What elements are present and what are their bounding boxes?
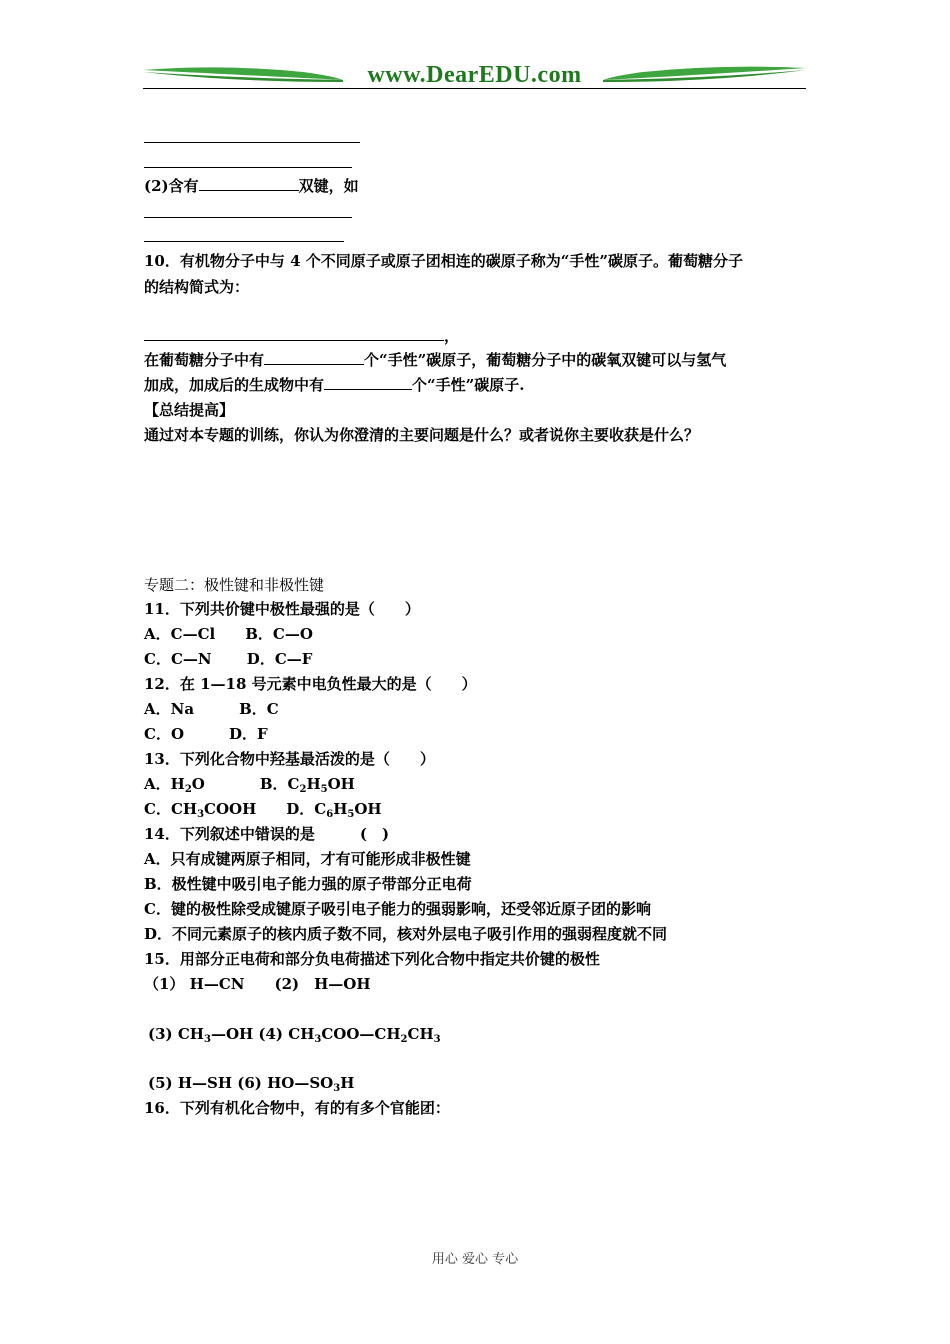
q10-structure-blank	[144, 326, 459, 346]
q13-options-ab	[144, 774, 355, 794]
q10-line4	[144, 350, 726, 370]
q15-4sub1: 3	[314, 1034, 322, 1045]
q13-stem: 13．下列化合物中羟基最活泼的是（ ）	[144, 750, 435, 768]
q15-3b: —OH (4) CH	[210, 1025, 315, 1043]
q10-line5-a: 加成，加成后的生成物中有	[144, 376, 325, 394]
q13-c-end: COOH	[204, 800, 257, 818]
answer-line	[144, 227, 344, 247]
topic2-title: 专题二：极性键和非极性键	[144, 576, 325, 594]
q15-stem: 15．用部分正电荷和部分负电荷描述下列化合物中指定共价键的极性	[144, 950, 600, 968]
q13-a-sub: 2	[184, 784, 192, 795]
q13-d-text: D．C	[286, 800, 327, 818]
q13-option-d	[286, 800, 381, 818]
q12-stem: 12．在 1—18 号元素中电负性最大的是（ ）	[144, 675, 477, 693]
summary-title: 【总结提高】	[144, 401, 235, 419]
q10-line4-a: 在葡萄糖分子中有	[144, 351, 265, 369]
q13-a-end: O	[191, 775, 205, 793]
q13-b-sub2: 5	[320, 784, 328, 795]
q12-options-ab: A．Na B．C	[144, 700, 279, 718]
q14-option-d: D．不同元素原子的核内质子数不同，核对外层电子吸引作用的强弱程度就不同	[144, 925, 668, 943]
q15-items-5-6	[148, 1073, 354, 1093]
q11-options-cd: C．C—N D．C—F	[144, 650, 313, 668]
q13-b-end: OH	[327, 775, 355, 793]
q13-d-sub1: 6	[326, 809, 334, 820]
q13-b-text: B．C	[259, 775, 300, 793]
q10-comma: ，	[444, 327, 460, 345]
q10-line5-b: 个“手性”碳原子.	[412, 376, 525, 394]
site-header	[143, 60, 806, 92]
answer-line	[144, 203, 352, 223]
q15-3sub: 3	[203, 1034, 211, 1045]
q14-stem: 14．下列叙述中错误的是 ( )	[144, 825, 390, 843]
q15-4c: CH	[407, 1025, 434, 1043]
q13-d-sub2: 5	[347, 809, 355, 820]
summary-question: 通过对本专题的训练，你认为你澄清的主要问题是什么？或者说你主要收获是什么？	[144, 426, 700, 444]
header-divider	[143, 88, 806, 89]
q15-6b: H	[340, 1074, 355, 1092]
q13-options-cd	[144, 799, 382, 819]
q10-line4-b: 个“手性”碳原子，葡萄糖分子中的碳氧双键可以与氢气	[364, 351, 727, 369]
q13-b-mid: H	[306, 775, 321, 793]
q15-4sub2: 2	[400, 1034, 408, 1045]
answer-line	[144, 128, 360, 148]
q13-option-c	[144, 800, 256, 818]
q9-part2	[144, 176, 359, 196]
page-footer: 用心 爱心 专心	[431, 1252, 519, 1267]
q15-5a: (5) H—SH (6) HO—SO	[148, 1074, 334, 1092]
q15-3a: (3) CH	[148, 1025, 204, 1043]
q9-part2-prefix: (2)含有	[144, 177, 199, 195]
q13-b-sub1: 2	[299, 784, 307, 795]
q11-options-ab: A．C—Cl B．C—O	[144, 625, 313, 643]
q9-part2-suffix: 双键，如	[298, 177, 359, 195]
q15-4b: COO—CH	[321, 1025, 401, 1043]
q15-items-3-4	[148, 1024, 441, 1044]
answer-line	[144, 153, 352, 173]
q14-option-b: B．极性键中吸引电子能力强的原子带部分正电荷	[144, 875, 472, 893]
q13-a-text: A．H	[144, 775, 185, 793]
q13-option-a	[144, 775, 205, 793]
q14-option-c: C．键的极性除受成键原子吸引电子能力的强弱影响，还受邻近原子团的影响	[144, 900, 651, 918]
q11-stem: 11．下列共价键中极性最强的是（ ）	[144, 600, 420, 618]
q13-c-sub: 3	[197, 809, 205, 820]
q13-c-text: C．CH	[144, 800, 198, 818]
q10-line2: 的结构简式为：	[144, 278, 250, 296]
q15-4sub3: 3	[433, 1034, 441, 1045]
q13-d-end: OH	[354, 800, 382, 818]
q16-stem: 16．下列有机化合物中，有的有多个官能团：	[144, 1099, 450, 1117]
q14-option-a: A．只有成键两原子相同，才有可能形成非极性键	[144, 850, 471, 868]
q10-line1: 10．有机物分子中与 4 个不同原子或原子团相连的碳原子称为“手性”碳原子。葡萄糖分子	[144, 252, 744, 270]
q15-6sub: 3	[333, 1083, 341, 1094]
q13-option-b	[260, 775, 355, 793]
q13-d-mid: H	[333, 800, 348, 818]
site-logo-text[interactable]: www.DearEDU.com	[367, 62, 582, 88]
q15-items-1-2: （1） H—CN (2) H—OH	[144, 975, 371, 993]
q12-options-cd: C．O D．F	[144, 725, 268, 743]
q10-line5	[144, 375, 525, 395]
